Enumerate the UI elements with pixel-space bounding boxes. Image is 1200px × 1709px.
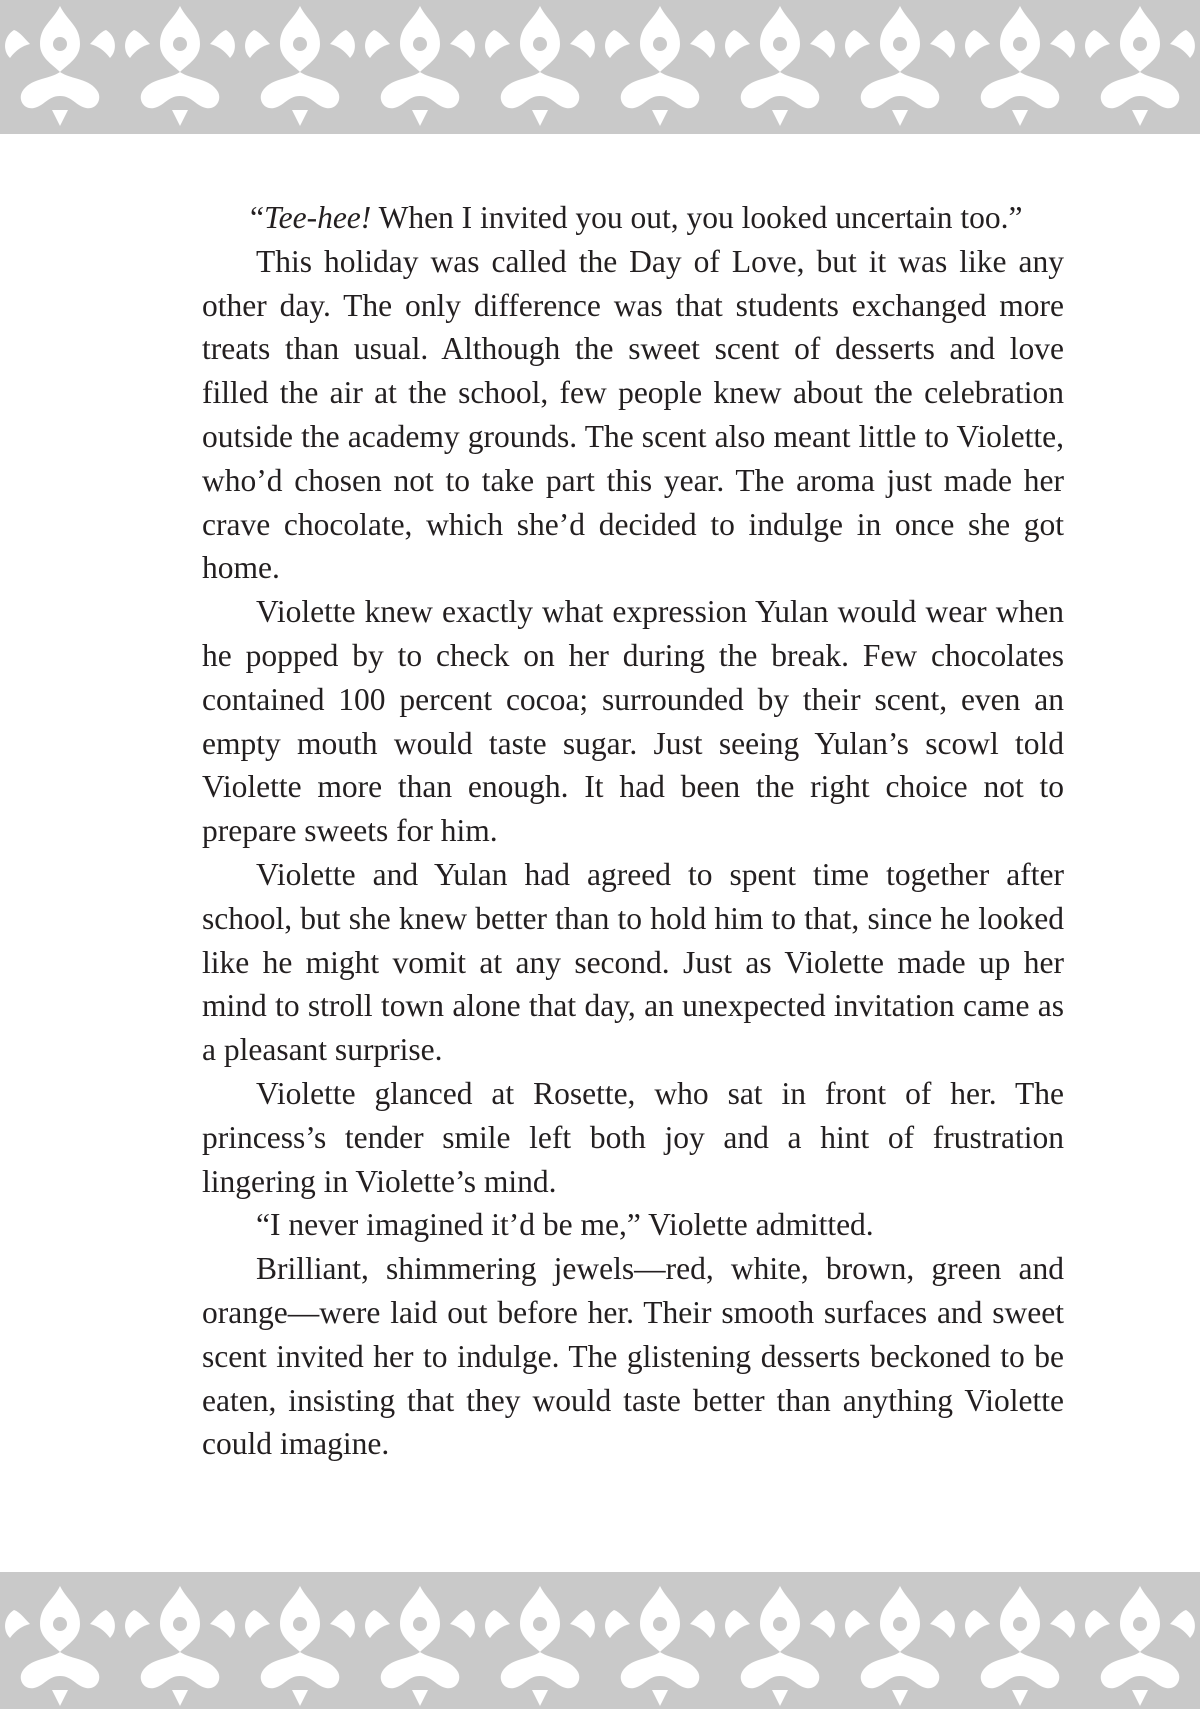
italic-lead: Tee-hee! [263, 200, 372, 235]
paragraph-7: Brilliant, shimmering jewels—red, white, brown, green and orange—were laid out before her. Their smooth surfaces and sweet scent invited her to indulge. The glistening desserts beckoned to be eaten, insisting that they would taste better than anything Violette could imagine. [202, 1251, 1064, 1462]
paragraph-1 [202, 196, 1064, 240]
paragraph-4: Violette and Yulan had agreed to spent time together after school, but she knew better than to hold him to that, since he looked like he might vomit at any second. Just as Violette made up her mind to stroll town alone that day, an unexpected invitation came as a pleasant surprise. [202, 856, 1064, 1068]
paragraph-6: “I never imagined it’d be me,” Violette admitted. [256, 1207, 874, 1243]
paragraph-3: Violette knew exactly what expression Yulan would wear when he popped by to check on her during the break. Few chocolates contained 100 percent cocoa; surrounded by their scent, even an empty mouth would taste sugar. Just seeing Yulan’s scowl told Violette more than enough. It had been the right choice not to prepare sweets for him. [202, 594, 1064, 849]
paragraph-2: This holiday was called the Day of Love, but it was like any other day. The only difference was that students exchanged more treats than usual. Although the sweet scent of desserts and love filled the air at the school, few people knew about the celebration outside the academy grounds. The scent also meant little to Violette, who’d chosen not to take part this year. The aroma just made her crave chocolate, which she’d decided to indulge in once she got home. [202, 243, 1064, 586]
top-damask-border [0, 0, 1200, 134]
paragraph-5: Violette glanced at Rosette, who sat in front of her. The princess’s tender smile left both joy and a hint of frustration lingering in Violette’s mind. [202, 1075, 1064, 1199]
open-quote: “ [250, 200, 264, 235]
bottom-damask-border [0, 1572, 1200, 1709]
damask-pattern-top [0, 0, 1200, 134]
paragraph-1-text: When I invited you out, you looked uncertain too.” [371, 200, 1023, 235]
damask-pattern-bottom [0, 1572, 1200, 1709]
body-text [202, 196, 1064, 1466]
